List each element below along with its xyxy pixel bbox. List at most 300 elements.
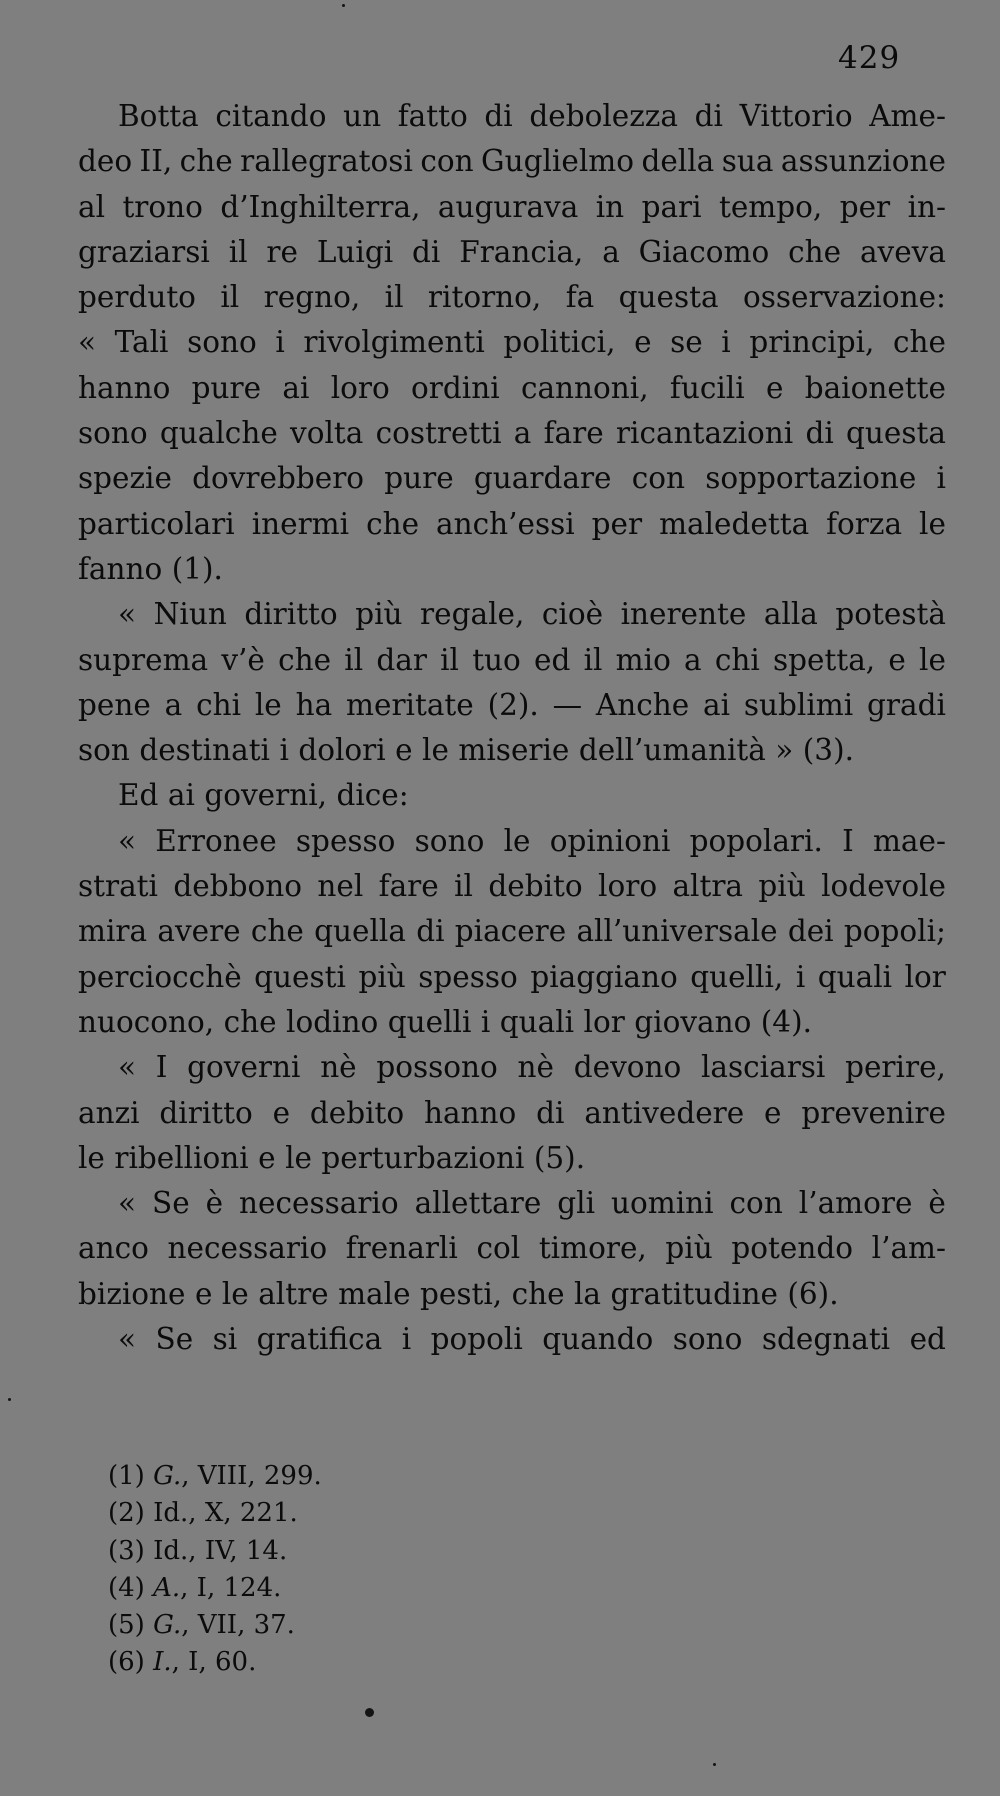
word: guardare [473,461,612,496]
word: diritto [159,1095,253,1130]
word: gradi [867,687,946,722]
word: Niun [153,597,227,632]
word: Guglielmo [481,144,634,179]
word: in [595,189,625,224]
word: fa [565,280,595,315]
word: ritorno, [427,280,542,315]
word: — [552,687,583,722]
word: le [919,506,946,541]
word: perturbazioni [321,1140,525,1175]
word: la [574,1276,602,1311]
word: dar [376,642,427,677]
text-line [78,139,946,184]
word: sono [672,1322,743,1357]
word: nuocono, [78,1004,215,1039]
word: I [842,823,854,858]
word: maledetta [659,506,810,541]
word: al [78,189,106,224]
word: questa [846,416,946,451]
word: sono [414,823,485,858]
word: Ame- [869,99,946,133]
word: ordini [411,370,500,405]
word: (6). [787,1276,839,1311]
word: lor [904,959,946,994]
text-line [78,94,946,139]
word: meritate [346,687,474,722]
word: di [416,914,445,949]
word: più [665,1231,713,1266]
word: governi, [204,778,328,813]
word: che [179,144,233,179]
word: debito [488,869,583,904]
word: dovrebbero [192,461,365,496]
word: i [279,733,289,768]
word: le [919,642,946,677]
word: dell’umanità [578,733,766,768]
word: Francia, [459,234,584,269]
word: mira [78,914,148,949]
word: ricantazioni [615,416,794,451]
word: d’Inghilterra, [220,189,421,224]
word: « [118,1186,137,1221]
word: altre [258,1276,329,1311]
word: citando [215,99,327,133]
word: per [839,189,891,224]
word: piaggiano [530,959,678,994]
text-line [78,864,946,909]
word: loro [330,370,390,405]
word: nè [320,1050,357,1085]
word: volta [290,416,364,451]
text-line [78,728,946,773]
word: e [272,1095,291,1130]
word: a [684,642,702,677]
footnote-source: I. [153,1647,172,1678]
word: a [513,416,532,451]
word: il [228,234,248,269]
word: ai [282,370,310,405]
word: (3). [802,733,854,768]
word: popoli; [843,914,946,949]
word: chi [714,642,760,677]
word: possono [376,1050,498,1085]
word: che [250,914,304,949]
word: costretti [375,416,502,451]
word: quando [542,1322,654,1357]
word: necessario [167,1231,328,1266]
text-line [78,1317,946,1362]
footnote [108,1644,508,1681]
word: destinati [139,733,270,768]
ink-speck [342,4,345,7]
text-line [78,909,946,954]
word: potendo [731,1231,853,1266]
footnote-source: G. [153,1461,182,1491]
word: ai [703,687,731,722]
word: « [118,597,137,632]
word: quelli [387,1004,472,1039]
footnote-source: Id. [153,1498,189,1529]
word: tempo, [718,189,823,224]
word: Se [155,1322,194,1357]
word: devono [573,1050,682,1085]
text-line [78,456,946,501]
word: sono [78,416,148,451]
word: i [795,959,806,994]
word: di [694,99,723,133]
footnote [108,1458,508,1495]
word: le [422,733,449,768]
word: di [805,416,834,451]
text-line [78,547,946,592]
word: della [641,144,715,179]
word: il [344,642,364,677]
footnote-reference: , X, 221. [188,1498,298,1529]
word: pure [384,461,454,496]
word: gratifica [256,1322,383,1357]
text-line [78,320,946,365]
footnote-reference: , VIII, 299. [181,1461,322,1491]
word: dei [787,914,834,949]
footnote-source: G. [153,1610,182,1641]
word: Ed [118,778,159,813]
word: pure [191,370,262,405]
word: v’è [221,642,265,677]
word: Erronee [155,823,277,858]
word: di [536,1095,565,1130]
word: dolori [298,733,386,768]
word: fanno [78,551,163,586]
word: pesti, [419,1276,503,1311]
word: Tali [114,325,169,360]
text-line [78,683,946,728]
word: di [412,234,441,269]
word: lodevole [821,869,946,904]
ink-speck [713,1763,716,1766]
word: se [670,325,703,360]
word: anco [78,1231,149,1266]
word: spetta, [773,642,876,677]
footnote [108,1533,508,1570]
word: assunzione [780,144,946,179]
word: che [223,1004,277,1039]
word: forza [826,506,903,541]
word: e [395,733,413,768]
word: potestà [835,597,946,632]
word: regale, [420,597,525,632]
word: necessario [239,1186,399,1221]
word: sdegnati [761,1322,891,1357]
word: col [476,1231,521,1266]
footnote [108,1607,508,1644]
word: il [454,869,473,904]
word: male [338,1276,411,1311]
word: si [212,1322,238,1357]
page-number: 429 [838,40,901,76]
text-line [78,275,946,320]
word: fatto [397,99,468,133]
word: cioè [541,597,604,632]
word: per [591,506,643,541]
word: il [583,642,603,677]
word: spesso [295,823,396,858]
word: fare [543,416,604,451]
word: spezie [78,461,172,496]
word: cannoni, [520,370,649,405]
word: i [401,1322,412,1357]
footnote-source: Id. [153,1535,189,1566]
footnote-reference: , I, 60. [171,1647,257,1678]
word: Botta [118,99,199,133]
footnote-reference: , I, 124. [180,1572,282,1603]
footnote-number: (4) [108,1572,145,1603]
word: regno, [263,280,361,315]
word: gratitudine [610,1276,778,1311]
word: più [758,869,806,904]
word: II, [139,144,173,179]
word: quali [499,1004,575,1039]
word: aveva [859,234,946,269]
word: mae- [872,823,946,858]
word: che [366,506,420,541]
word: debbono [173,869,302,904]
word: Luigi [316,234,394,269]
word: prevenire [801,1095,946,1130]
word: in- [907,189,946,224]
word: dice: [336,778,409,813]
word: Vittorio [739,99,853,133]
word: un [343,99,382,133]
footnote [108,1570,508,1607]
word: baionette [804,370,946,405]
word: questa [618,280,719,315]
word: antivedere [584,1095,745,1130]
word: con [420,144,474,179]
word: perciocchè [78,959,242,994]
text-line [78,638,946,683]
word: (1). [171,551,223,586]
footnote-number: (6) [108,1647,145,1678]
word: lor [583,1004,625,1039]
footnote-reference: , VII, 37. [181,1610,295,1641]
footnote-source: A. [153,1572,181,1603]
word: tuo [472,642,521,677]
word: perduto [78,280,196,315]
word: nè [517,1050,555,1085]
word: sublimi [743,687,854,722]
word: mio [615,642,671,677]
footnote-number: (1) [108,1461,145,1491]
word: « [118,1050,137,1085]
word: rivolgimenti [303,325,485,360]
word: e [888,642,906,677]
word: è [205,1186,224,1221]
word: inermi [251,506,350,541]
word: all’universale [576,914,778,949]
footnote-number: (5) [108,1610,145,1641]
word: pari [641,189,702,224]
word: » [775,733,794,768]
text-line [78,1000,946,1045]
word: timore, [538,1231,647,1266]
word: opinioni [549,823,671,858]
text-line [78,1226,946,1271]
word: bizione [78,1276,186,1311]
word: i [936,461,946,496]
text-line [78,411,946,456]
word: le [254,687,282,722]
text-line [78,1181,946,1226]
ink-speck [8,1398,11,1401]
footnote [108,1495,508,1532]
word: le [221,1276,249,1311]
word: alla [763,597,818,632]
word: che [278,642,332,677]
word: a [602,234,620,269]
footnote-number: (2) [108,1498,145,1529]
word: di [484,99,513,133]
word: le [285,1140,312,1175]
word: re [266,234,298,269]
word: giovano [634,1004,752,1039]
word: lasciarsi [700,1050,826,1085]
word: Anche [595,687,690,722]
word: il [440,642,459,677]
text-line [78,1091,946,1136]
word: debolezza [529,99,678,133]
word: hanno [423,1095,517,1130]
body-text [78,94,946,1362]
word: con [729,1186,783,1221]
word: qualche [159,416,278,451]
word: il [220,280,240,315]
word: ai [167,778,195,813]
word: più [355,597,403,632]
word: lodino [286,1004,379,1039]
word: pene [78,687,151,722]
word: « [118,823,137,858]
word: popolari. [689,823,823,858]
word: son [78,733,130,768]
word: diritto [244,597,338,632]
word: questi [254,959,346,994]
word: avere [157,914,241,949]
word: altra [672,869,744,904]
word: l’amore [798,1186,913,1221]
word: augurava [437,189,579,224]
word: « [78,325,97,360]
word: è [928,1186,946,1221]
word: particolari [78,506,235,541]
word: uomini [610,1186,714,1221]
text-line [78,819,946,864]
word: loro [598,869,658,904]
word: piacere [454,914,567,949]
word: con [631,461,685,496]
word: le [78,1140,105,1175]
text-line [78,955,946,1000]
word: l’am- [871,1231,946,1266]
word: quelli, [690,959,784,994]
word: più [358,959,406,994]
text-line [78,773,946,818]
word: sopportazione [705,461,917,496]
word: il [384,280,404,315]
word: che [892,325,946,360]
word: principi, [749,325,875,360]
word: inerente [620,597,747,632]
text-line [78,230,946,275]
word: i [275,325,285,360]
word: allettare [414,1186,542,1221]
text-line [78,592,946,637]
word: Se [152,1186,190,1221]
word: gli [557,1186,596,1221]
word: hanno [78,370,171,405]
word: (5). [533,1140,586,1175]
word: ha [295,687,333,722]
text-line [78,366,946,411]
word: che [788,234,842,269]
ink-speck [365,1708,374,1717]
word: chi [196,687,242,722]
word: governi [187,1050,301,1085]
word: fare [378,869,439,904]
word: nel [317,869,364,904]
word: politici, [503,325,616,360]
word: suprema [78,642,209,677]
text-line [78,502,946,547]
word: debito [309,1095,405,1130]
word: ed [534,642,571,677]
word: e [194,1276,213,1311]
word: rallegratosi [240,144,413,179]
word: « [118,1322,137,1357]
word: ed [909,1322,946,1357]
word: le [503,823,531,858]
word: fucili [669,370,745,405]
word: anzi [78,1095,140,1130]
word: sono [187,325,257,360]
word: (4). [760,1004,812,1039]
word: e [764,1095,782,1130]
word: strati [78,869,158,904]
word: e [258,1140,276,1175]
word: perire, [845,1050,946,1085]
word: miserie [458,733,570,768]
word: quali [817,959,893,994]
word: e [634,325,652,360]
word: i [480,1004,491,1039]
text-line [78,185,946,230]
text-line [78,1272,946,1317]
word: popoli [430,1322,523,1357]
word: a [164,687,183,722]
word: trono [122,189,203,224]
word: anch’essi [436,506,575,541]
word: spesso [418,959,518,994]
word: osservazione: [742,280,946,315]
footnote-number: (3) [108,1535,145,1566]
word: Giacomo [638,234,770,269]
word: deo [78,144,133,179]
text-line [78,1136,946,1181]
word: che [511,1276,565,1311]
text-line [78,1045,946,1090]
word: i [721,325,731,360]
word: e [765,370,784,405]
word: ribellioni [114,1140,249,1175]
